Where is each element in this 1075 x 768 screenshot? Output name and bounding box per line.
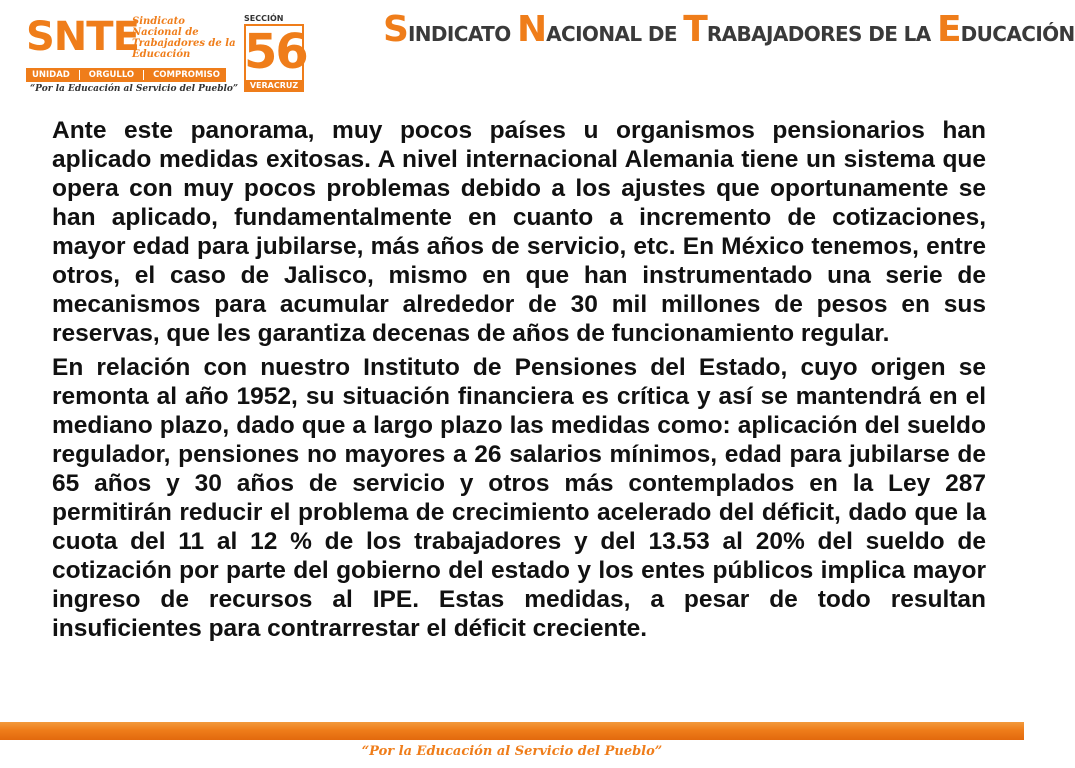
title-initial: S	[383, 9, 408, 50]
snte-subtitle-line: Educación	[132, 49, 191, 60]
body-text	[52, 116, 986, 648]
section-number: 56	[244, 24, 307, 80]
footer-motto: “Por la Educación al Servicio del Pueblo”	[361, 744, 663, 759]
header	[0, 0, 1075, 100]
section-56-logo	[242, 12, 308, 94]
snte-logo	[26, 14, 239, 98]
snte-subtitle-line: Sindicato	[132, 16, 185, 27]
section-state: VERACRUZ	[244, 80, 304, 92]
union-title	[383, 8, 1075, 56]
value-unidad: UNIDAD	[31, 70, 70, 80]
snte-subtitle-line: Nacional de	[132, 27, 199, 38]
snte-values-bar	[26, 68, 226, 82]
footer-bar	[0, 722, 1024, 740]
title-rest: ACIONAL DE	[546, 22, 677, 46]
value-orgullo: ORGULLO	[88, 70, 135, 80]
title-initial: E	[937, 9, 961, 50]
snte-acronym: SNTE	[26, 14, 139, 60]
divider	[143, 70, 144, 80]
snte-motto: “Por la Educación al Servicio del Pueblo”	[30, 84, 239, 94]
snte-subtitle-line: Trabajadores de la	[132, 38, 236, 49]
title-rest: DUCACIÓN	[960, 22, 1075, 46]
value-compromiso: COMPROMISO	[153, 70, 220, 80]
paragraph: Ante este panorama, muy pocos países u organismos pensionarios han aplicado medidas exitosas. A nivel internacional Alemania tiene un sistema que opera con muy pocos problemas debido a los ajustes que oportunamente se han aplicado, fundamentalmente en cuanto a incremento de cotizaciones, mayor edad para jubilarse, más años de servicio, etc. En México tenemos, entre otros, el caso de Jalisco, mismo en que han instrumentado una serie de mecanismos para acumular alrededor de 30 mil millones de pesos en sus reservas, que les garantiza decenas de años de funcionamiento regular.	[52, 117, 986, 347]
divider	[79, 70, 80, 80]
title-rest: INDICATO	[407, 22, 511, 46]
paragraph: En relación con nuestro Instituto de Pensiones del Estado, cuyo origen se remonta al año 1952, su situación financiera es crítica y así se mantendrá en el mediano plazo, dado que a largo plazo las medidas como: aplicación del sueldo regulador, pensiones no mayores a 26 salarios mínimos, edad para jubilarse de 65 años y 30 años de servicio y otros más contemplados en la Ley 287 permitirán reducir el problema de crecimiento acelerado del déficit, dado que la cuota del 11 al 12 % de los trabajadores y del 13.53 al 20% del sueldo de cotización por parte del gobierno del estado y los entes públicos implica mayor ingreso de recursos al IPE. Estas medidas, a pesar de todo resultan insuficientes para contrarrestar el déficit creciente.	[52, 354, 986, 642]
title-initial: N	[516, 9, 547, 50]
section-label: SECCIÓN	[244, 14, 284, 23]
snte-subtitle	[132, 16, 236, 60]
title-rest: RABAJADORES DE LA	[706, 22, 931, 46]
title-initial: T	[683, 9, 707, 50]
